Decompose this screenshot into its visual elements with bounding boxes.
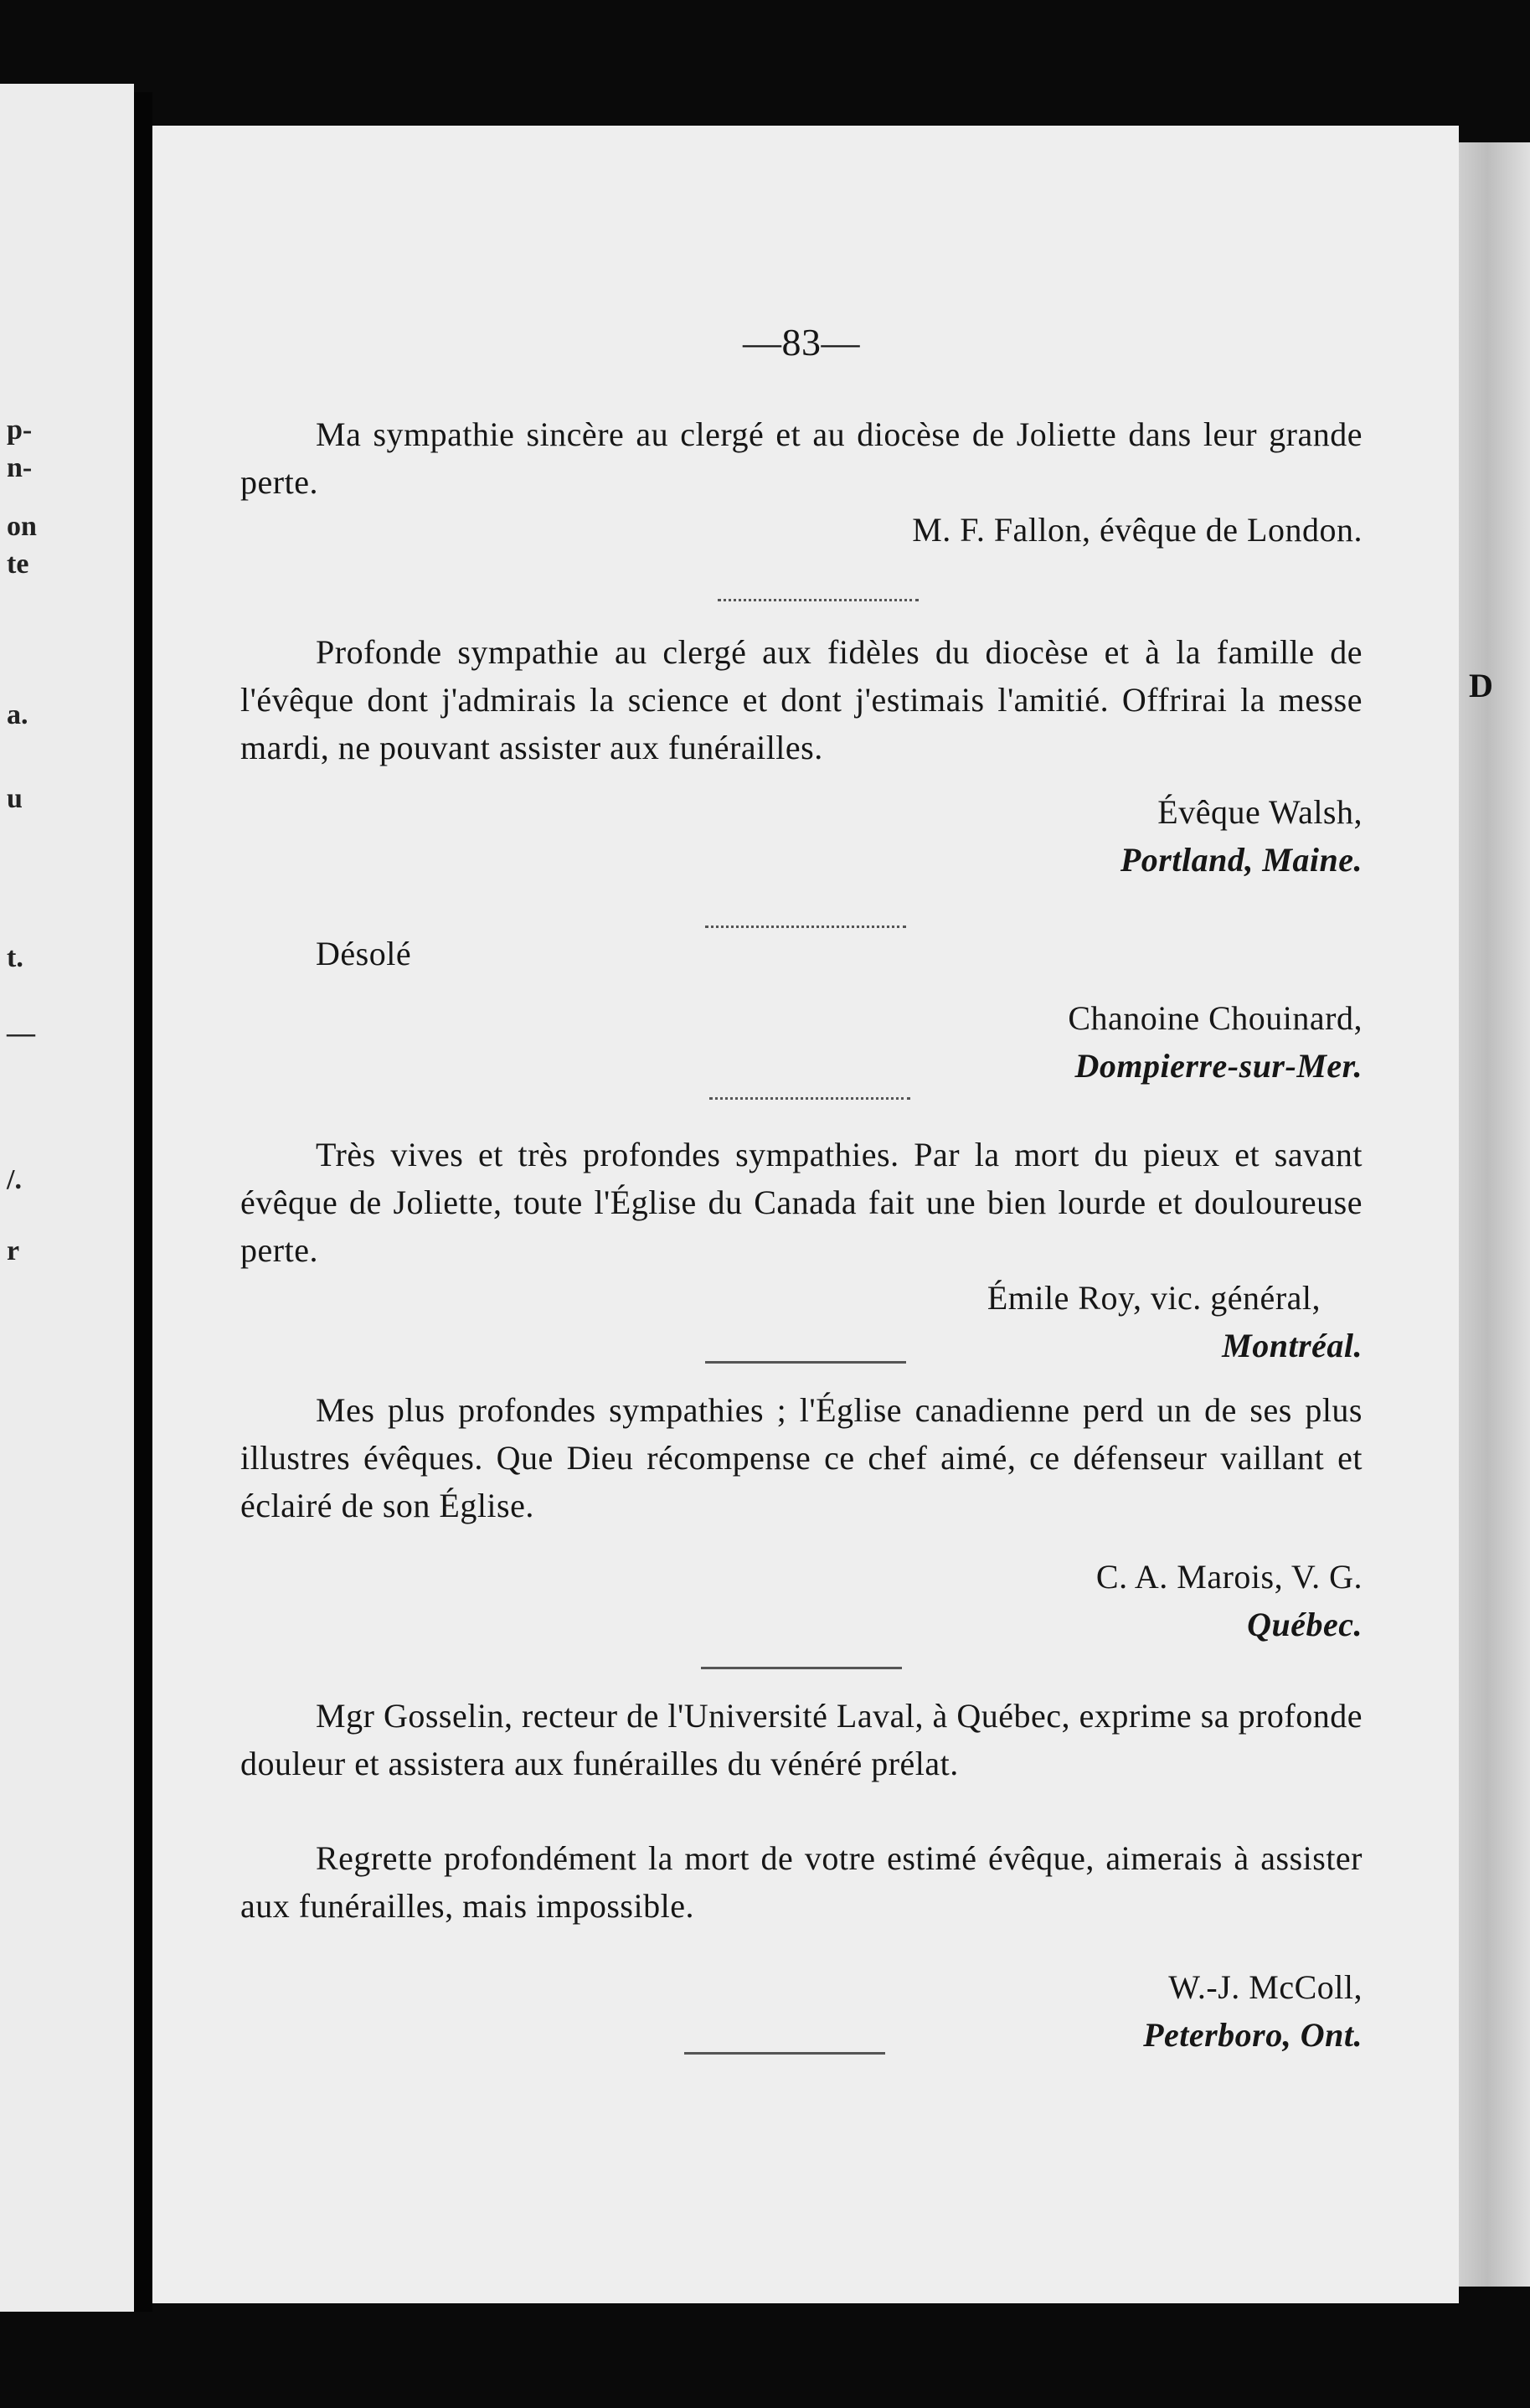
signature-name: Émile Roy, vic. général, (987, 1279, 1321, 1317)
signature-name: Évêque Walsh, (1157, 793, 1363, 831)
separator-rule (705, 1353, 906, 1364)
signature-location: Peterboro, Ont. (1143, 2016, 1363, 2054)
message-1 (240, 410, 1363, 554)
separator-rule (705, 917, 906, 928)
left-page-fragment (0, 84, 134, 2312)
left-text-fragment: n- (7, 452, 33, 483)
signature-name: M. F. Fallon, évêque de London. (912, 511, 1363, 549)
message-5 (240, 1386, 1363, 1648)
left-text-fragment: — (7, 1018, 35, 1049)
separator-rule (709, 1089, 910, 1100)
left-text-fragment: /. (7, 1164, 22, 1195)
message-text: Très vives et très profondes sympathies. Par la mort du pieux et savant évêque de Joliette, toute l'Église du Canada fait une bien lourde et douloureuse perte. (240, 1136, 1363, 1269)
message-3 (240, 930, 1363, 1090)
page-number: —83— (743, 321, 860, 364)
separator-rule (684, 2044, 885, 2055)
left-text-fragment: te (7, 549, 29, 580)
signature-location: Montréal. (1222, 1327, 1363, 1364)
message-text: Mgr Gosselin, recteur de l'Université Laval, à Québec, exprime sa profonde douleur et assistera aux funérailles du vénéré prélat. (240, 1697, 1363, 1782)
message-text: Profonde sympathie au clergé aux fidèles du diocèse et à la famille de l'évêque dont j'admirais la science et dont j'estimais l'amitié. Offrirai la messe mardi, ne pouvant assister aux funérailles. (240, 633, 1363, 766)
message-text: Ma sympathie sincère au clergé et au diocèse de Joliette dans leur grande perte. (240, 415, 1363, 501)
message-4 (240, 1131, 1363, 1369)
message-text: Désolé (316, 935, 412, 972)
separator-rule (701, 1658, 902, 1669)
signature-name: Chanoine Chouinard, (1068, 999, 1363, 1037)
separator-rule (718, 590, 919, 601)
right-page-edge (1459, 142, 1530, 2287)
signature-name: C. A. Marois, V. G. (1095, 1558, 1363, 1596)
message-text: Regrette profondément la mort de votre estimé évêque, aimerais à assister aux funérailles, mais impossible. (240, 1839, 1363, 1925)
document-page (152, 126, 1459, 2303)
message-7 (240, 1834, 1363, 2059)
message-text: Mes plus profondes sympathies ; l'Église canadienne perd un de ses plus illustres évêques. Que Dieu récompense ce chef aimé, ce défenseur vaillant et éclairé de son Église. (240, 1391, 1363, 1524)
left-text-fragment: r (7, 1235, 20, 1266)
left-text-fragment: a. (7, 699, 28, 730)
signature-location: Dompierre-sur-Mer. (1074, 1047, 1363, 1085)
edge-mark: D (1469, 667, 1493, 704)
message-6 (240, 1692, 1363, 1787)
left-text-fragment: on (7, 511, 37, 542)
message-2 (240, 628, 1363, 884)
signature-name: W.-J. McColl, (1168, 1968, 1363, 2006)
left-text-fragment: u (7, 783, 23, 814)
left-text-fragment: t. (7, 942, 23, 973)
book-spine (134, 92, 152, 2312)
left-text-fragment: p- (7, 415, 33, 446)
signature-location: Québec. (1247, 1606, 1363, 1643)
signature-location: Portland, Maine. (1120, 841, 1363, 879)
